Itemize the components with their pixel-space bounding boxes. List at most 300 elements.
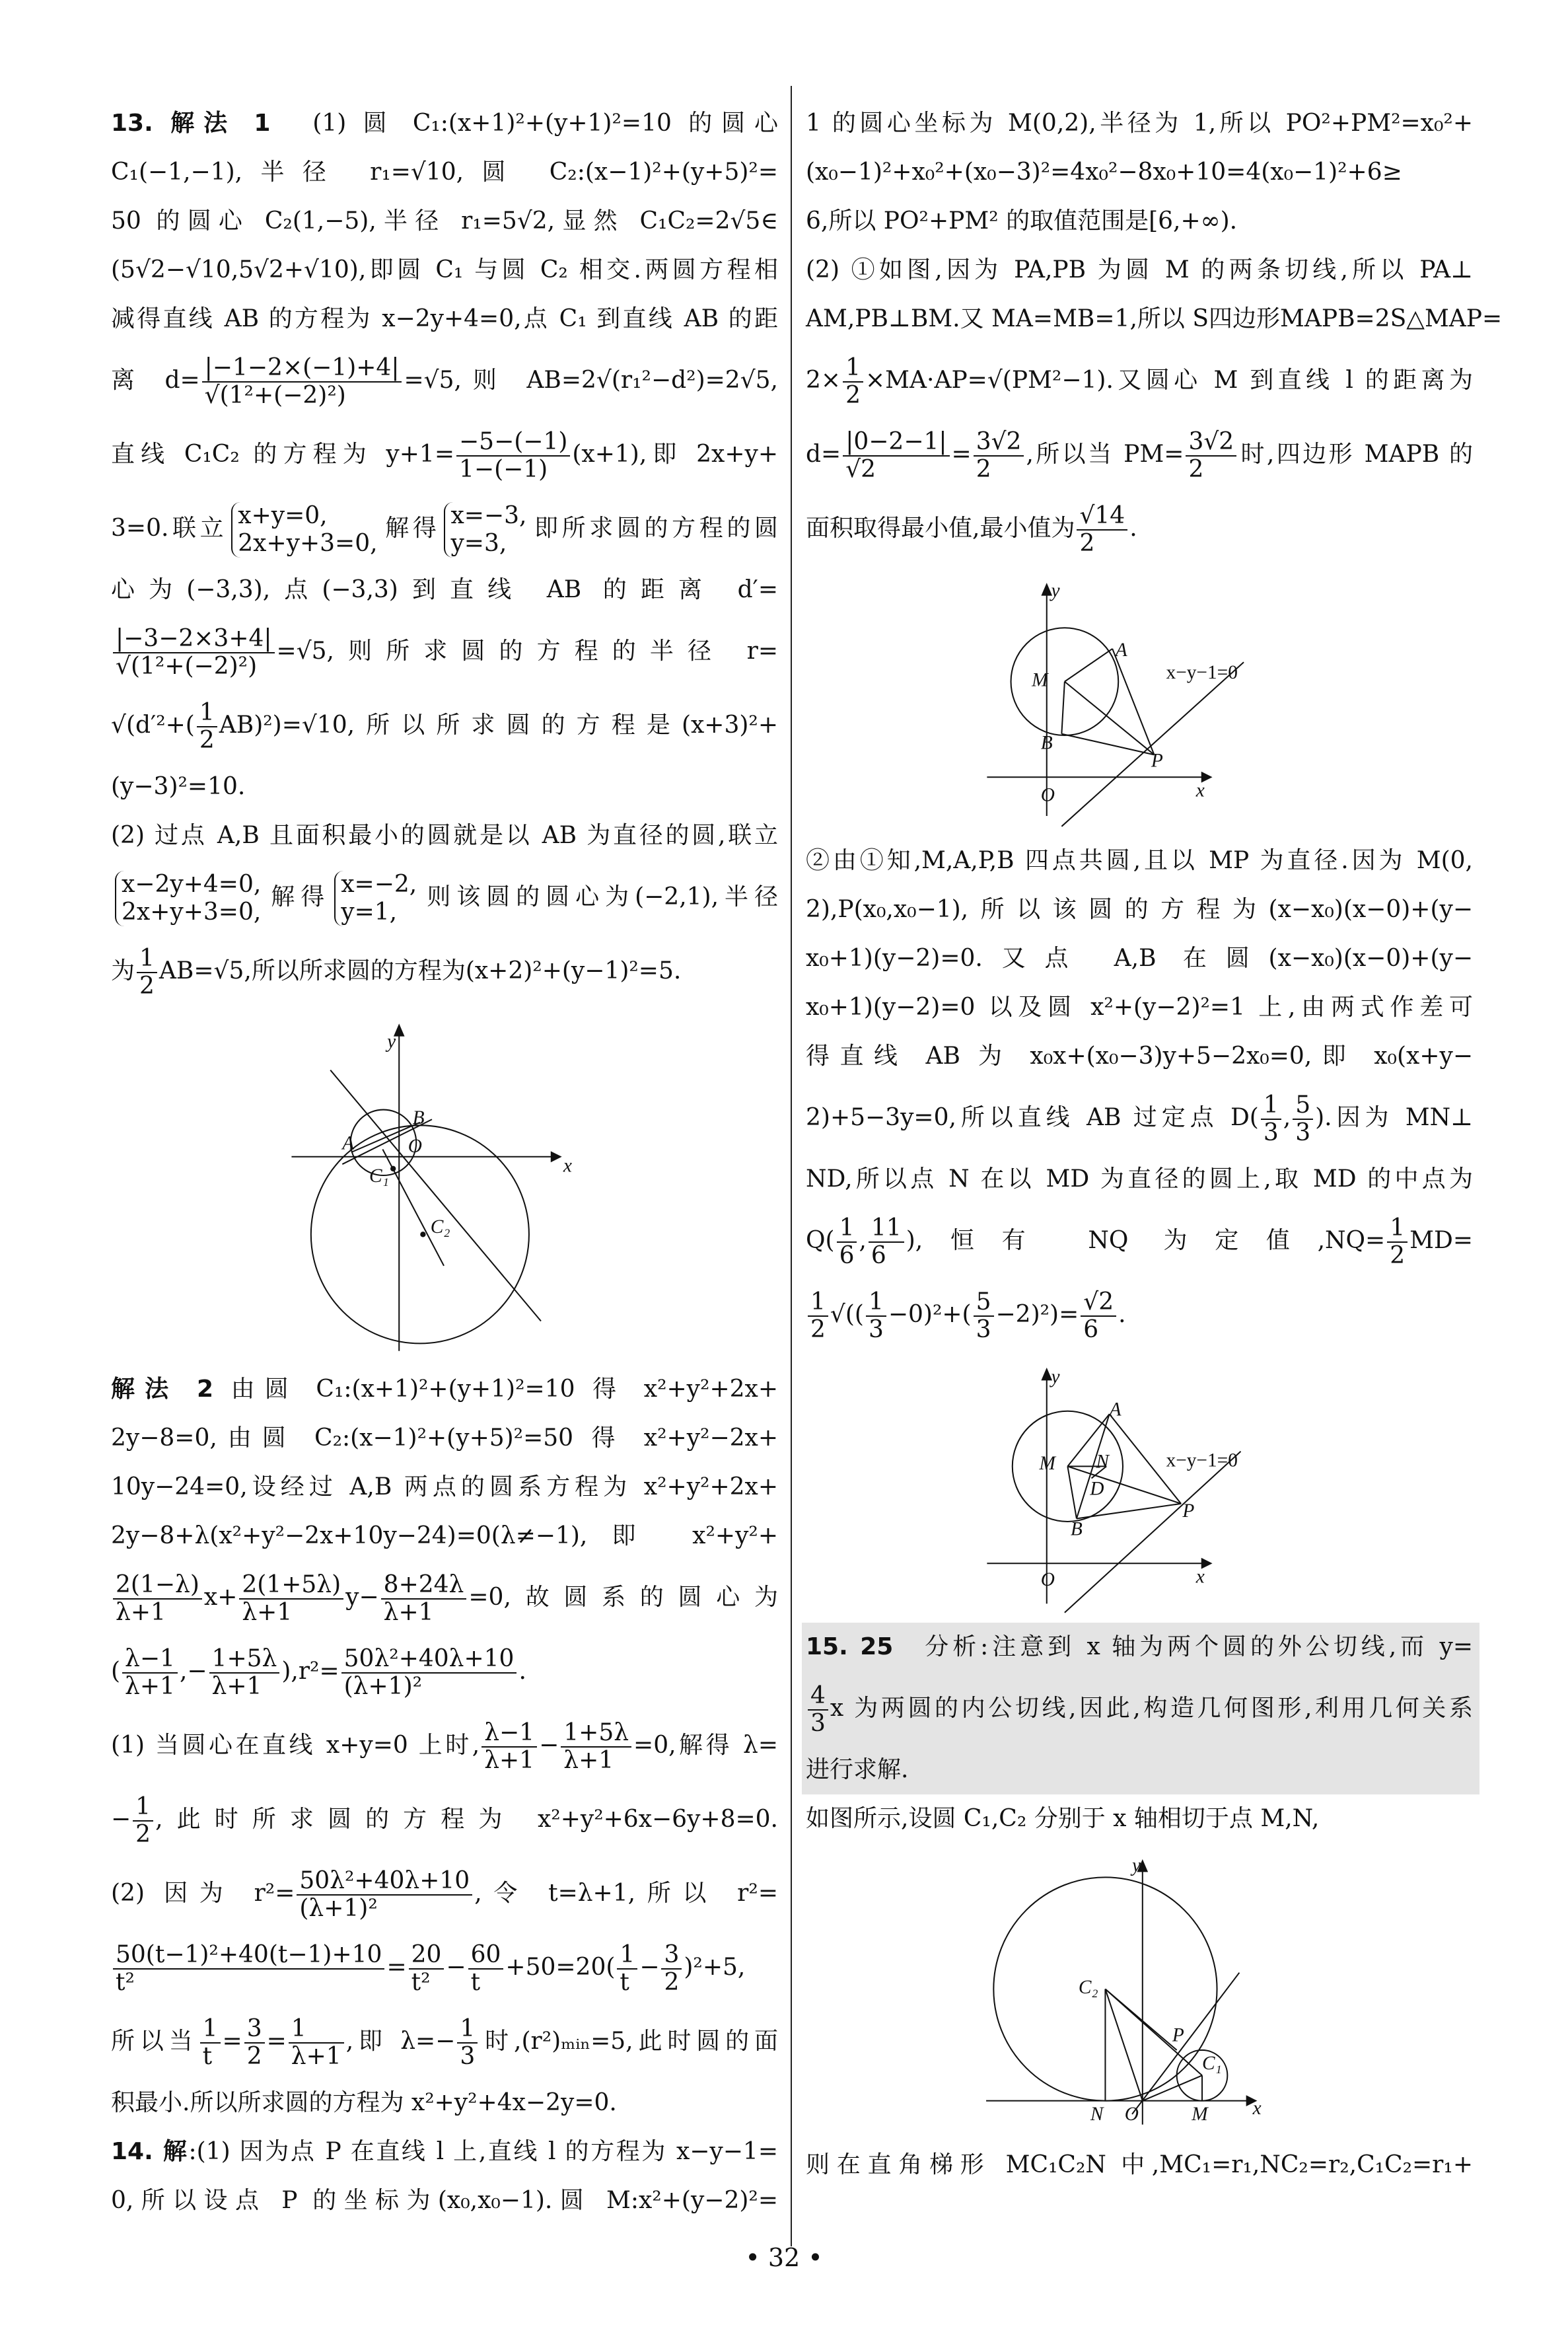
numerator: √14	[1077, 503, 1127, 531]
text-run: 10y−24=0,设经过 A,B 两点的圆系方程为 x²+y²+2x+	[111, 1473, 778, 1500]
text-run: 直线 C₁C₂ 的方程为 y+1=	[111, 441, 454, 468]
text-run: 心为(−3,3),点(−3,3)到直线 AB 的距离 d′=	[111, 576, 778, 603]
denominator: 2	[1188, 456, 1204, 483]
column-divider	[791, 86, 792, 2246]
fraction	[122, 1646, 178, 1700]
denominator: 2	[976, 456, 991, 483]
text-line	[111, 2079, 778, 2127]
text-line	[806, 1278, 1473, 1352]
text-run: 2×	[806, 367, 841, 394]
text-line	[111, 860, 778, 934]
numerator: 1	[837, 1215, 857, 1243]
text-run: (	[111, 1658, 121, 1685]
text-run: ,所以当 PM=	[1026, 441, 1184, 468]
problem-label: 13. 解法 1	[111, 110, 271, 137]
denominator: 2	[664, 1969, 680, 1996]
text-run: AB)²)=√10,所以所求圆的方程是(x+3)²+	[219, 712, 778, 739]
denominator: 3	[976, 1316, 991, 1343]
text-line	[111, 197, 778, 246]
text-run: −0)²+(	[888, 1301, 972, 1328]
text-run: 2y−8=0,由圆 C₂:(x−1)²+(y+5)²=50 得 x²+y²−2x+	[111, 1424, 778, 1452]
text-line	[806, 197, 1473, 246]
numerator: 1	[289, 2016, 344, 2044]
text-run: x₀+1)(y−2)=0 以及圆 x²+(y−2)²=1 上,由两式作差可	[806, 994, 1473, 1021]
text-run: .	[1129, 515, 1137, 542]
text-run: x+	[203, 1584, 238, 1611]
text-run: 2y−8+λ(x²+y²−2x+10y−24)=0(λ≠−1),即 x²+y²+	[111, 1522, 778, 1549]
numerator: 2(1+5λ)	[239, 1572, 343, 1600]
text-run: ),r²=	[281, 1658, 339, 1685]
text-run: AM,PB⊥BM.又 MA=MB=1,所以 S四边形MAPB=2S△MAP=	[806, 305, 1503, 332]
fraction	[617, 1942, 637, 1996]
text-run: 所以当	[111, 2028, 198, 2055]
fraction	[1077, 503, 1127, 557]
fraction	[381, 1572, 467, 1626]
text-run: −2)²)=	[995, 1301, 1079, 1328]
equation: x−2y+4=0,	[122, 871, 262, 898]
denominator: 3	[868, 1316, 884, 1343]
text-run: =0,解得 λ=	[633, 1732, 778, 1759]
numerator: |−3−2×3+4|	[113, 626, 275, 653]
denominator: λ+1	[242, 1599, 293, 1626]
text-line	[806, 1204, 1473, 1278]
text-run: C₁(−1,−1),半径 r₁=√10,圆 C₂:(x−1)²+(y+5)²=	[111, 159, 778, 186]
numerator: |0−2−1|	[843, 429, 949, 457]
text-run: 6,所以 PO²+PM² 的取值范围是[6,+∞).	[806, 207, 1238, 235]
numerator: 5	[974, 1289, 994, 1317]
denominator: 2	[1390, 1242, 1406, 1269]
fraction	[1387, 1215, 1408, 1269]
figure-tangents-mnd	[968, 1358, 1473, 1616]
point-label-o: O	[1040, 784, 1055, 806]
numerator: 11	[869, 1215, 904, 1243]
text-run: Q(	[806, 1227, 835, 1254]
text-line	[111, 99, 778, 148]
text-run: (x₀−1)²+x₀²+(x₀−3)²=4x₀²−8x₀+10=4(x₀−1)²+6≥	[806, 159, 1402, 186]
point-label-o: O	[1124, 2103, 1139, 2125]
text-run: 进行求解.	[806, 1756, 909, 1783]
fraction	[137, 945, 157, 1000]
text-run: 即所求圆的方程的圆	[530, 515, 778, 542]
text-run: (y−3)²=10.	[111, 773, 246, 800]
equation-system	[231, 502, 377, 558]
numerator: 1	[866, 1289, 886, 1317]
equation: x=−3,	[450, 502, 527, 529]
denominator: 6	[839, 1242, 855, 1269]
text-line	[806, 344, 1473, 418]
figure-tangents-mapb	[968, 572, 1473, 830]
denominator: 2	[1079, 530, 1095, 557]
text-line	[806, 885, 1473, 934]
point-label-b: B	[1040, 732, 1053, 754]
text-run: :(1) 因为点 P 在直线 l 上,直线 l 的方程为 x−y−1=	[188, 2138, 778, 2165]
fraction	[244, 2016, 265, 2070]
text-run: ,令 t=λ+1,所以 r²=	[474, 1880, 778, 1907]
text-run: =0,故圆系的圆心为	[468, 1584, 778, 1611]
text-line	[111, 1635, 778, 1709]
text-line	[111, 2005, 778, 2079]
numerator: 1	[137, 945, 157, 973]
line-label: x−y−1=0	[1166, 662, 1238, 684]
denominator: t	[202, 2043, 213, 2070]
text-run: 解得	[265, 883, 331, 910]
text-line	[111, 1857, 778, 1931]
denominator: 2	[135, 1821, 151, 1848]
denominator: (λ+1)²	[343, 1673, 423, 1700]
fraction	[843, 355, 863, 409]
numerator: 2(1−λ)	[113, 1572, 202, 1600]
fraction	[481, 1720, 537, 1774]
text-run: ,此时所求圆的方程为 x²+y²+6x−6y+8=0.	[155, 1806, 778, 1833]
problem-label: 解法 2	[111, 1376, 213, 1403]
text-line	[111, 492, 778, 566]
text-run: d=	[806, 441, 841, 468]
axis-label-y: y	[1132, 1855, 1141, 1876]
denominator: t²	[411, 1969, 431, 1996]
text-line	[111, 934, 778, 1008]
denominator: √2	[845, 456, 876, 483]
point-label-a: A	[1115, 640, 1127, 661]
denominator: 3	[1295, 1119, 1311, 1146]
text-run: 减得直线 AB 的方程为 x−2y+4=0,点 C₁ 到直线 AB 的距	[111, 305, 778, 332]
fraction	[409, 1942, 445, 1996]
text-run: ②由①知,M,A,P,B 四点共圆,且以 MP 为直径.因为 M(0,	[806, 847, 1473, 874]
point-label-n: N	[1090, 2103, 1104, 2125]
fraction	[1261, 1092, 1281, 1146]
text-line	[111, 1512, 778, 1561]
equation-system	[115, 871, 261, 926]
numerator: 3	[661, 1942, 682, 1970]
numerator: 20	[409, 1942, 445, 1970]
right-column	[806, 99, 1503, 2190]
fraction	[239, 1572, 343, 1626]
denominator: λ+1	[484, 1747, 535, 1774]
text-line	[111, 148, 778, 197]
numerator: 1	[133, 1794, 153, 1822]
text-run: 得直线 AB 为 x₀x+(x₀−3)y+5−2x₀=0,即 x₀(x+y−	[806, 1043, 1473, 1070]
text-run: ),恒有 NQ 为定值,NQ=	[906, 1227, 1386, 1254]
numerator: 5	[1293, 1092, 1313, 1120]
text-run: =	[222, 2028, 242, 2055]
denominator: √(1²+(−2)²)	[204, 382, 346, 409]
text-run: −	[639, 1954, 660, 1981]
text-run: −	[446, 1954, 466, 1981]
text-run: (2) ①如图,因为 PA,PB 为圆 M 的两条切线,所以 PA⊥	[806, 256, 1473, 283]
text-run: (1) 圆 C₁:(x+1)²+(y+1)²=10 的圆心	[270, 110, 779, 137]
text-run: −	[539, 1732, 559, 1759]
point-label-c1: C₁	[369, 1165, 389, 1187]
text-run: .	[1118, 1301, 1126, 1328]
numerator: 3√2	[1186, 429, 1236, 457]
numerator: 3	[244, 2016, 265, 2044]
numerator: 1	[808, 1289, 828, 1317]
text-line	[806, 1155, 1473, 1204]
text-line	[111, 246, 778, 295]
denominator: 2	[139, 973, 155, 1000]
fraction	[197, 700, 217, 754]
fraction	[209, 1646, 280, 1700]
text-line	[111, 1463, 778, 1512]
denominator: (λ+1)²	[299, 1895, 378, 1922]
point-label-c2: C₂	[430, 1216, 450, 1238]
numerator: 1	[200, 2016, 221, 2044]
denominator: 2	[845, 382, 861, 409]
text-run: 0,所以设点 P 的坐标为(x₀,x₀−1).圆 M:x²+(y−2)²=	[111, 2187, 778, 2214]
fraction	[1186, 429, 1236, 483]
point-label-m: M	[1192, 2103, 1208, 2125]
fraction	[1081, 1289, 1116, 1343]
denominator: 2	[810, 1316, 826, 1343]
fraction	[661, 1942, 682, 1996]
text-run: ,即 λ=−	[345, 2028, 456, 2055]
text-run: ,	[1283, 1104, 1291, 1131]
text-run: 积最小.所以所求圆的方程为 x²+y²+4x−2y=0.	[111, 2089, 617, 2116]
fraction	[1293, 1092, 1313, 1146]
equation: 2x+y+3=0,	[122, 899, 262, 926]
text-line	[806, 836, 1473, 885]
text-run: √((	[830, 1301, 864, 1328]
point-label-a: A	[1109, 1399, 1122, 1421]
text-line	[806, 492, 1473, 566]
denominator: √(1²+(−2)²)	[116, 653, 258, 680]
fraction	[457, 2016, 478, 2070]
text-line	[111, 1414, 778, 1463]
text-run: ×MA·AP=√(PM²−1).又圆心 M 到直线 l 的距离为	[865, 367, 1473, 394]
numerator: 1	[197, 700, 217, 727]
point-label-c1: C₁	[1202, 2053, 1222, 2075]
point-label-m: M	[1032, 669, 1048, 691]
fraction	[808, 1289, 828, 1343]
text-line	[806, 1081, 1473, 1155]
numerator: √2	[1081, 1289, 1116, 1317]
numerator: 50λ²+40λ+10	[341, 1646, 517, 1674]
denominator: t	[620, 1969, 629, 1996]
point-label-b: B	[412, 1107, 425, 1129]
text-line	[111, 1365, 778, 1414]
equation: y=3,	[450, 530, 507, 557]
axis-label-x: x	[1252, 2097, 1262, 2119]
text-run: (x+1),即 2x+y+	[572, 441, 778, 468]
text-run: 离 d=	[111, 367, 200, 394]
fraction	[808, 1683, 828, 1737]
equation-system	[334, 871, 417, 926]
numerator: 1	[1261, 1092, 1281, 1120]
point-label-c2: C₂	[1078, 1977, 1098, 1999]
fraction	[133, 1794, 153, 1848]
denominator: 3	[1263, 1119, 1279, 1146]
text-run: MD=	[1409, 1227, 1473, 1254]
numerator: 1	[617, 1942, 637, 1970]
point-label-p: P	[1172, 2024, 1184, 2046]
equation-system	[444, 502, 526, 558]
text-run: 解得	[381, 515, 441, 542]
text-run: 1 的圆心坐标为 M(0,2),半径为 1,所以 PO²+PM²=x₀²+	[806, 110, 1473, 137]
text-line	[806, 983, 1473, 1032]
fraction	[200, 2016, 221, 2070]
text-line	[111, 2176, 778, 2225]
fraction	[113, 1572, 202, 1626]
point-label-o: O	[1040, 1569, 1055, 1591]
fraction	[837, 1215, 857, 1269]
text-run: (1) 当圆心在直线 x+y=0 上时,	[111, 1732, 480, 1759]
text-line	[111, 566, 778, 614]
axis-label-x: x	[1195, 780, 1205, 801]
denominator: t	[470, 1969, 481, 1996]
equation: x=−2,	[341, 871, 417, 898]
page-number: • 32 •	[745, 2243, 823, 2272]
text-run: 为	[111, 957, 135, 984]
fraction	[561, 1720, 631, 1774]
text-run: 时,(r²)ₘᵢₙ=5,此时圆的面	[480, 2028, 778, 2055]
text-line	[111, 1709, 778, 1783]
text-run: ,	[859, 1227, 867, 1254]
denominator: λ+1	[211, 1673, 262, 1700]
text-run: 面积取得最小值,最小值为	[806, 515, 1075, 542]
text-run: +50=20(	[505, 1954, 616, 1981]
text-run: )²+5,	[684, 1954, 746, 1981]
denominator: 6	[871, 1242, 886, 1269]
text-line	[111, 418, 778, 492]
axis-label-x: x	[563, 1155, 572, 1177]
numerator: 1	[1387, 1215, 1408, 1243]
numerator: 4	[808, 1683, 828, 1711]
text-run: 2),P(x₀,x₀−1),所以该圆的方程为(x−x₀)(x−0)+(y−	[806, 896, 1473, 923]
numerator: |−1−2×(−1)+4|	[202, 355, 402, 383]
text-run: .	[518, 1658, 526, 1685]
numerator: −5−(−1)	[456, 429, 570, 457]
point-label-a: A	[342, 1132, 355, 1154]
text-run: =√5,则 AB=2√(r₁²−d²)=2√5,	[404, 367, 779, 394]
line-label: x−y−1=0	[1166, 1450, 1238, 1471]
text-run: ).因为 MN⊥	[1315, 1104, 1473, 1131]
text-run: 则该圆的圆心为(−2,1),半径	[421, 883, 778, 910]
text-run: 由圆 C₁:(x+1)²+(y+1)²=10 得 x²+y²+2x+	[213, 1376, 778, 1403]
text-line	[111, 762, 778, 811]
text-run: =√5,则所求圆的方程的半径 r=	[276, 638, 778, 665]
text-line	[806, 99, 1473, 148]
text-run: =	[266, 2028, 287, 2055]
fraction	[866, 1289, 886, 1343]
denominator: 2	[246, 2043, 262, 2070]
text-run: x₀+1)(y−2)=0.又点 A,B 在圆(x−x₀)(x−0)+(y−	[806, 945, 1473, 972]
text-run: 时,四边形 MAPB 的	[1238, 441, 1473, 468]
denominator: λ+1	[116, 1599, 166, 1626]
text-run: 50 的圆心 C₂(1,−5),半径 r₁=5√2,显然 C₁C₂=2√5∈	[111, 207, 778, 235]
numerator: 50(t−1)²+40(t−1)+10	[113, 1942, 384, 1970]
point-label-m: M	[1039, 1452, 1055, 1474]
numerator: 3√2	[974, 429, 1024, 457]
fraction	[289, 2016, 344, 2070]
text-run: 如图所示,设圆 C₁,C₂ 分别于 x 轴相切于点 M,N,	[806, 1805, 1320, 1832]
text-line	[806, 148, 1473, 197]
text-line	[802, 1623, 1479, 1672]
fraction	[297, 1868, 472, 1922]
numerator: λ−1	[481, 1720, 537, 1748]
denominator: λ+1	[291, 2043, 341, 2070]
text-line	[806, 418, 1473, 492]
axis-label-y: y	[1051, 1366, 1060, 1387]
fraction	[843, 429, 949, 483]
numerator: 1	[457, 2016, 478, 2044]
text-line	[111, 688, 778, 762]
numerator: 1+5λ	[209, 1646, 280, 1674]
left-column	[111, 99, 778, 2225]
fraction	[869, 1215, 904, 1269]
text-run: 分析:注意到 x 轴为两个圆的外公切线,而 y=	[893, 1633, 1473, 1660]
text-run: (2) 因为 r²=	[111, 1880, 295, 1907]
fraction	[202, 355, 402, 409]
point-label-d: D	[1090, 1478, 1104, 1500]
text-line	[111, 344, 778, 418]
denominator: λ+1	[125, 1673, 175, 1700]
numerator: 8+24λ	[381, 1572, 467, 1600]
text-line	[111, 2127, 778, 2176]
text-run: AB=√5,所以所求圆的方程为(x+2)²+(y−1)²=5.	[159, 957, 682, 984]
denominator: 1−(−1)	[459, 456, 548, 483]
denominator: 3	[810, 1710, 826, 1737]
axis-label-y: y	[1051, 579, 1060, 601]
text-line	[806, 1794, 1473, 1843]
problem-label: 14. 解	[111, 2138, 189, 2165]
text-line	[806, 246, 1473, 295]
fraction	[456, 429, 570, 483]
denominator: λ+1	[563, 1747, 614, 1774]
fraction	[113, 1942, 384, 1996]
text-run: 2)+5−3y=0,所以直线 AB 过定点 D(	[806, 1104, 1259, 1131]
fraction	[113, 626, 275, 680]
text-run: y−	[345, 1584, 379, 1611]
figure-common-tangents	[974, 1850, 1473, 2134]
point-label-p: P	[1182, 1500, 1195, 1522]
text-run: 3=0.联立	[111, 515, 228, 542]
numerator: 1	[843, 355, 863, 383]
equation: y=1,	[341, 899, 398, 926]
fraction	[974, 1289, 994, 1343]
point-label-n: N	[1096, 1451, 1109, 1473]
text-run: (5√2−√10,5√2+√10),即圆 C₁ 与圆 C₂ 相交.两圆方程相	[111, 256, 778, 283]
equation: x+y=0,	[238, 502, 328, 529]
text-line	[806, 1032, 1473, 1081]
axis-label-x: x	[1195, 1566, 1205, 1588]
text-run: −	[111, 1806, 131, 1833]
numerator: 60	[468, 1942, 504, 1970]
numerator: 1+5λ	[561, 1720, 631, 1748]
equation: 2x+y+3=0,	[238, 530, 378, 557]
text-run: x 为两圆的内公切线,因此,构造几何图形,利用几何关系	[830, 1695, 1473, 1722]
denominator: 6	[1083, 1316, 1099, 1343]
text-line	[111, 1931, 778, 2005]
text-line	[806, 934, 1473, 983]
text-run: ,−	[179, 1658, 207, 1685]
text-run: 则在直角梯形 MC₁C₂N 中,MC₁=r₁,NC₂=r₂,C₁C₂=r₁+	[806, 2151, 1473, 2178]
axis-label-y: y	[387, 1031, 396, 1052]
point-label-b: B	[1070, 1518, 1083, 1540]
problem-label: 15. 25	[806, 1633, 894, 1660]
text-run: √(d′²+(	[111, 712, 195, 739]
numerator: 50λ²+40λ+10	[297, 1868, 472, 1896]
text-line	[111, 295, 778, 344]
fraction	[341, 1646, 517, 1700]
fraction	[974, 429, 1024, 483]
denominator: λ+1	[383, 1599, 434, 1626]
denominator: t²	[116, 1969, 135, 1996]
numerator: λ−1	[122, 1646, 178, 1674]
text-run: =	[386, 1954, 407, 1981]
text-run: =	[951, 441, 972, 468]
text-line	[802, 1672, 1479, 1746]
text-line	[806, 295, 1503, 344]
text-line	[111, 614, 778, 688]
